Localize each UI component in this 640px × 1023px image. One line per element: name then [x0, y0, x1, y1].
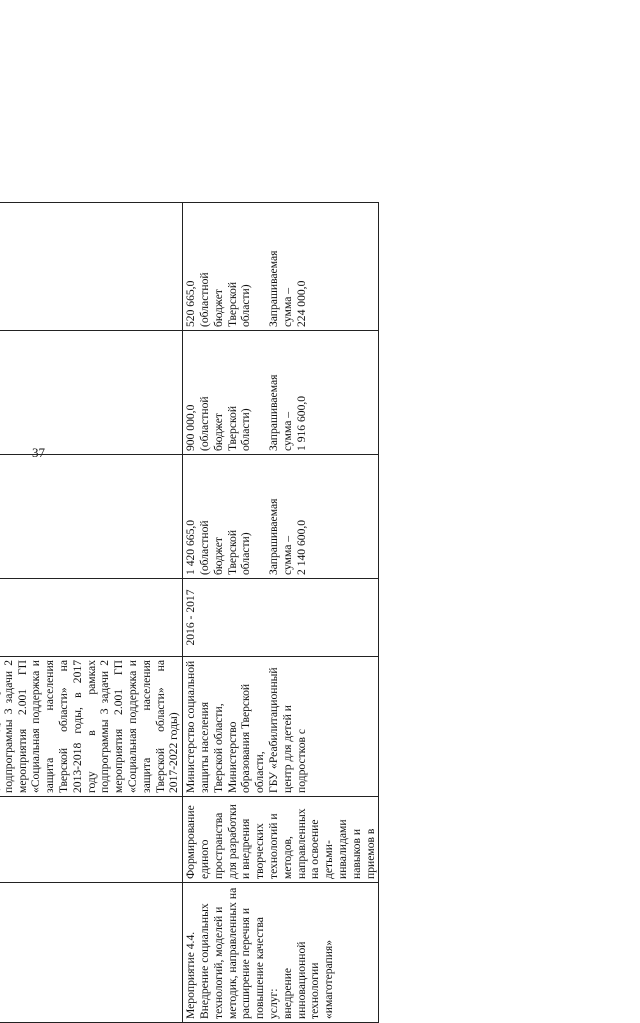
page-number: 37: [32, 445, 45, 460]
row-1-period: [0, 579, 183, 657]
table-row: [183, 203, 379, 1023]
row-2-total: 1 420 665,0 (областной бюджет Тверской области) Запрашиваемая сумма – 2 140 600,0: [183, 455, 379, 579]
rotated-table-frame: [0, 203, 377, 1023]
row-2-activity: Мероприятие 4.4. Внедрение социальных технологий, моделей и методик, направленных на расширение перечня и повышение качества услуг: внедрение инновационной технологии «имаготерапия»: [183, 883, 379, 1023]
row-2-2016: 900 000,0 (областной бюджет Тверской области) Запрашиваемая сумма – 1 916 600,0: [183, 331, 379, 455]
row-1-results: [0, 797, 183, 883]
row-1-activity: [0, 883, 183, 1023]
table-row: [0, 203, 183, 1023]
row-2-executors: Министерство социальной защиты населения Тверской области, Министерство образования Тверской области, ГБУ «Реабилитационный центр для детей и подростков с: [183, 657, 379, 797]
row-1-2016: [0, 331, 183, 455]
row-2-period: 2016 - 2017: [183, 579, 379, 657]
row-2-2017: 520 665,0 (областной бюджет Тверской области) Запрашиваемая сумма – 224 000,0: [183, 203, 379, 331]
row-1-total: [0, 455, 183, 579]
row-1-2017: [0, 203, 183, 331]
row-2-results: Формирование единого пространства для разработки и внедрения творческих технологий и методов, направленных на освоение детьми-инвалидами навыков и приемов в: [183, 797, 379, 883]
program-activities-table: [0, 202, 379, 1023]
row-1-executors: подпрограммы 3 задачи 2 мероприятия 2.001 ГП «Социальная поддержка и защита населения Тверской области» на 2013-2018 годы, в 2017 году в рамках подпрограммы 3 задачи 2 мероприятия 2.001 ГП «Социальная поддержка и защита населения Тверской области» на 2017-2022 годы): [0, 657, 183, 797]
